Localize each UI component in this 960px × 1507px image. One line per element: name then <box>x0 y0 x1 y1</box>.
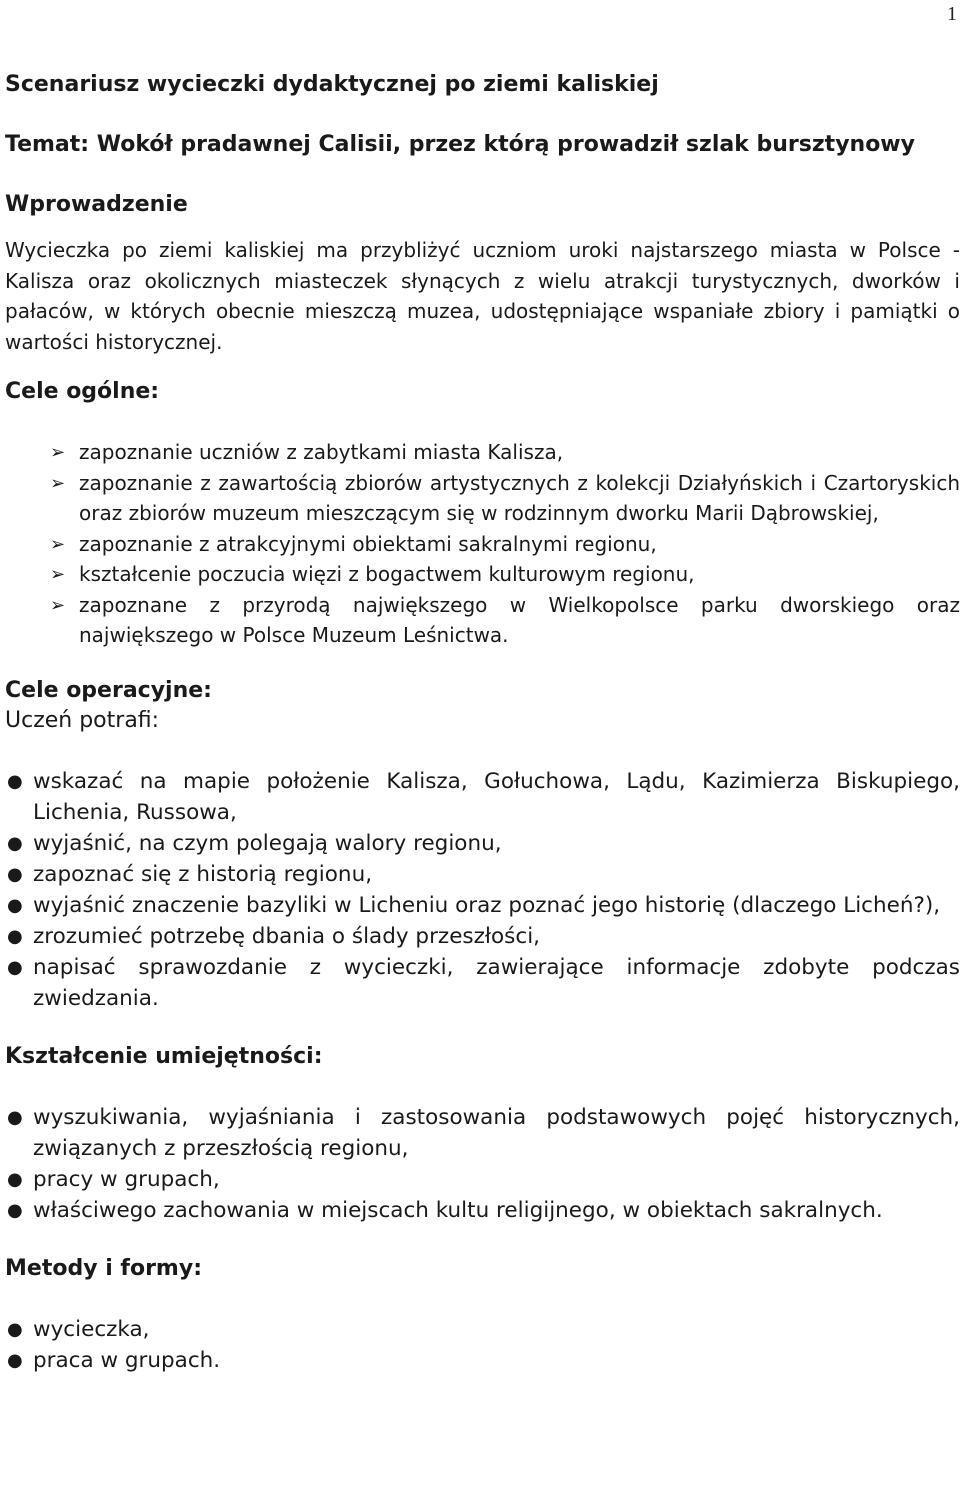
list-item: ➢ zapoznanie uczniów z zabytkami miasta Kalisza, <box>5 437 960 468</box>
general-goals-list <box>5 437 960 651</box>
round-bullet-icon: ● <box>7 1199 23 1221</box>
round-bullet-icon: ● <box>7 1349 23 1371</box>
round-bullet-icon: ● <box>7 1168 23 1190</box>
list-item: ● wyjaśnić, na czym polegają walory regionu, <box>5 828 960 859</box>
round-bullet-icon: ● <box>7 925 23 947</box>
intro-heading: Wprowadzenie <box>5 192 188 217</box>
list-item: ● praca w grupach. <box>5 1345 960 1376</box>
round-bullet-icon: ● <box>7 1318 23 1340</box>
skills-list <box>5 1102 960 1226</box>
list-item: ● wyjaśnić znaczenie bazyliki w Licheniu oraz poznać jego historię (dlaczego Licheń?), <box>5 890 960 921</box>
document-title: Scenariusz wycieczki dydaktycznej po ziemi kaliskiej <box>5 72 659 97</box>
operational-goals-heading: Cele operacyjne: <box>5 677 212 703</box>
round-bullet-icon: ● <box>7 832 23 854</box>
list-item: ● wyszukiwania, wyjaśniania i zastosowania podstawowych pojęć historycznych, związanych z przeszłością regionu, <box>5 1102 960 1164</box>
skills-heading: Kształcenie umiejętności: <box>5 1043 323 1069</box>
list-item: ● wskazać na mapie położenie Kalisza, Gołuchowa, Lądu, Kazimierza Biskupiego, Lichenia, Russowa, <box>5 766 960 828</box>
round-bullet-icon: ● <box>7 770 23 792</box>
document-topic: Temat: Wokół pradawnej Calisii, przez którą prowadził szlak bursztynowy <box>5 132 915 157</box>
round-bullet-icon: ● <box>7 1106 23 1128</box>
general-goals-heading: Cele ogólne: <box>5 379 160 404</box>
methods-list <box>5 1314 960 1376</box>
operational-goals-list <box>5 766 960 1014</box>
round-bullet-icon: ● <box>7 863 23 885</box>
page-number: 1 <box>947 3 957 25</box>
list-item: ● pracy w grupach, <box>5 1164 960 1195</box>
methods-heading: Metody i formy: <box>5 1255 202 1281</box>
operational-goals-sublabel: Uczeń potrafi: <box>5 707 160 733</box>
arrowhead-bullet-icon: ➢ <box>50 564 66 585</box>
list-item: ➢ zapoznanie z atrakcyjnymi obiektami sakralnymi regionu, <box>5 529 960 560</box>
list-item: ➢ zapoznanie z zawartością zbiorów artystycznych z kolekcji Działyńskich i Czartoryskich oraz zbiorów muzeum mieszczącym się w rodzinnym dworku Marii Dąbrowskiej, <box>50 470 960 525</box>
list-item: ➢ zapoznane z przyrodą największego w Wielkopolsce parku dworskiego oraz największego w Polsce Muzeum Leśnictwa. <box>50 592 960 647</box>
arrowhead-bullet-icon: ➢ <box>50 594 66 616</box>
list-item: ● zapoznać się z historią regionu, <box>5 859 960 890</box>
list-item: ● właściwego zachowania w miejscach kultu religijnego, w obiektach sakralnych. <box>5 1195 960 1226</box>
arrowhead-bullet-icon: ➢ <box>50 442 66 463</box>
list-item: ● wycieczka, <box>5 1314 960 1345</box>
round-bullet-icon: ● <box>7 894 23 916</box>
document-body <box>5 70 960 1376</box>
arrowhead-bullet-icon: ➢ <box>50 533 66 555</box>
round-bullet-icon: ● <box>7 956 23 978</box>
list-item: ● zrozumieć potrzebę dbania o ślady przeszłości, <box>5 921 960 952</box>
intro-paragraph: Wycieczka po ziemi kaliskiej ma przybliżyć uczniom uroki najstarszego miasta w Polsce - Kalisza oraz okolicznych miasteczek słynących z wielu atrakcji turystycznych, dworków i pałaców, w których obecnie mieszczą muzea, udostępniające wspaniałe zbiory i pamiątki o wartości historycznej. <box>5 238 960 354</box>
list-item: ● napisać sprawozdanie z wycieczki, zawierające informacje zdobyte podczas zwiedzania. <box>5 952 960 1014</box>
list-item: ➢ kształcenie poczucia więzi z bogactwem kulturowym regionu, <box>5 559 960 590</box>
arrowhead-bullet-icon: ➢ <box>50 472 66 494</box>
